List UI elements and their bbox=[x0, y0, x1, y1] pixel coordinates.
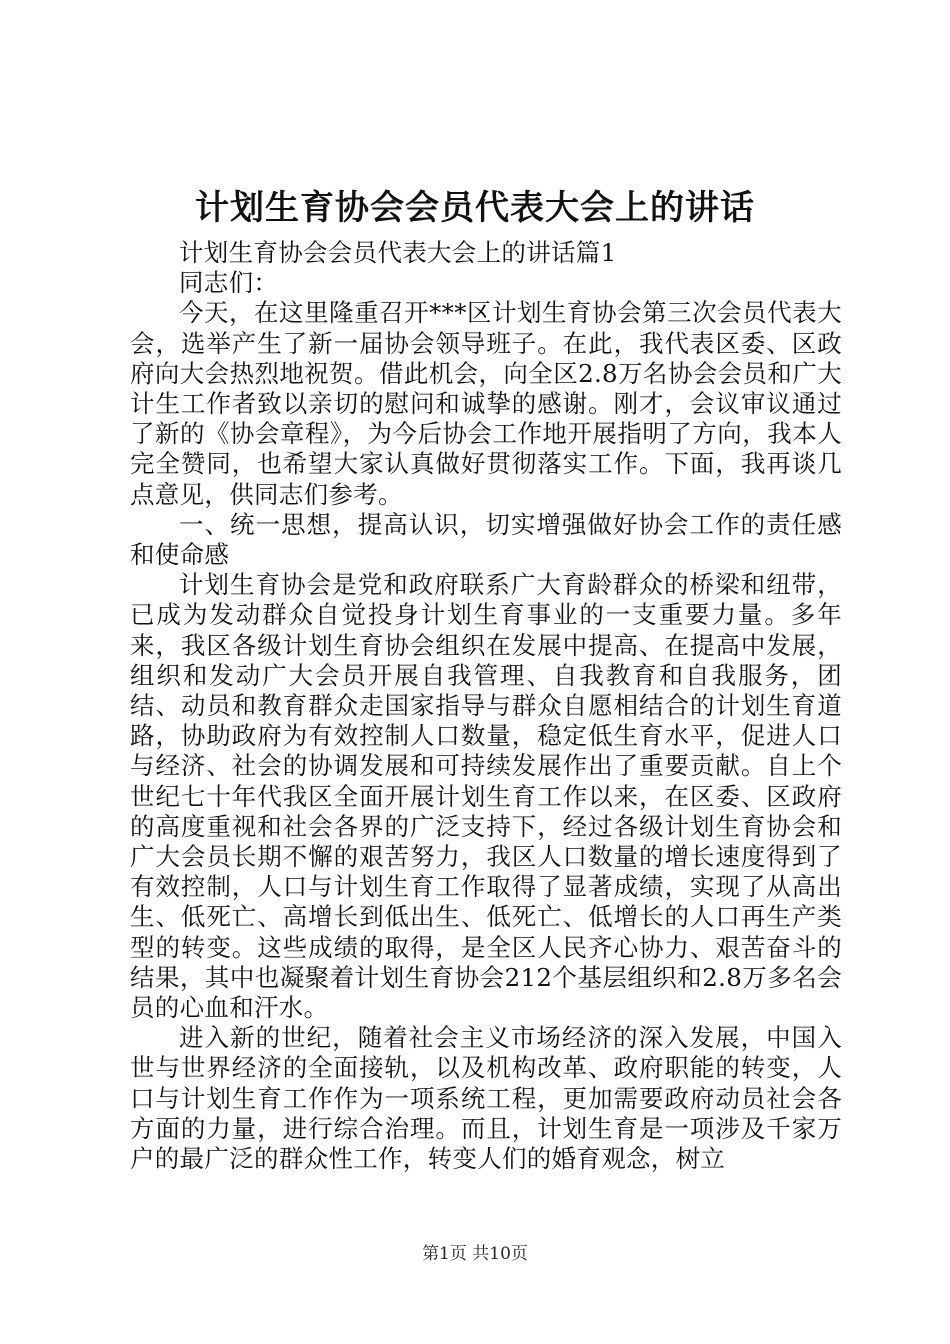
section-heading-part: 计划生育协会会员代表大会上的讲话篇1 bbox=[179, 238, 617, 267]
body-paragraph: 今天，在这里隆重召开***区计划生育协会第三次会员代表大会，选举产生了新一届协会领导班子。在此，我代表区委、区政府向大会热烈地祝贺。借此机会，向全区2.8万名协会会员和广大计生工作者致以亲切的慰问和诚挚的感谢。刚才，会议审议通过了新的《协会章程》，为今后协会工作地开展指明了方向，我本人完全赞同，也希望大家认真做好贯彻落实工作。下面，我再谈几点意见，供同志们参考。 bbox=[130, 298, 842, 509]
body-paragraph: 进入新的世纪，随着社会主义市场经济的深入发展，中国入世与世界经济的全面接轨，以及机构改革、政府职能的转变，人口与计划生育工作作为一项系统工程，更加需要政府动员社会各方面的力量，进行综合治理。而且，计划生育是一项涉及千家万户的最广泛的群众性工作，转变人们的婚育观念，树立 bbox=[130, 1023, 842, 1174]
body-paragraph: 计划生育协会是党和政府联系广大育龄群众的桥梁和纽带，已成为发动群众自觉投身计划生育事业的一支重要力量。多年来，我区各级计划生育协会组织在发展中提高、在提高中发展，组织和发动广大会员开展自我管理、自我教育和自我服务，团结、动员和教育群众走国家指导与群众自愿相结合的计划生育道路，协助政府为有效控制人口数量，稳定低生育水平，促进人口与经济、社会的协调发展和可持续发展作出了重要贡献。自上个世纪七十年代我区全面开展计划生育工作以来，在区委、区政府的高度重视和社会各界的广泛支持下，经过各级计划生育协会和广大会员长期不懈的艰苦努力，我区人口数量的增长速度得到了有效控制，人口与计划生育工作取得了显著成绩，实现了从高出生、低死亡、高增长到低出生、低死亡、低增长的人口再生产类型的转变。这些成绩的取得，是全区人民齐心协力、艰苦奋斗的结果，其中也凝聚着计划生育协会212个基层组织和2.8万多名会员的心血和汗水。 bbox=[130, 570, 842, 1023]
salutation: 同志们： bbox=[179, 268, 279, 298]
document-body bbox=[130, 238, 842, 1174]
page-number-footer: 第1页 共10页 bbox=[422, 1244, 528, 1264]
section-heading: 一、统一思想，提高认识，切实增强做好协会工作的责任感和使命感 bbox=[130, 509, 842, 570]
document-title: 计划生育协会会员代表大会上的讲话 bbox=[195, 188, 755, 228]
